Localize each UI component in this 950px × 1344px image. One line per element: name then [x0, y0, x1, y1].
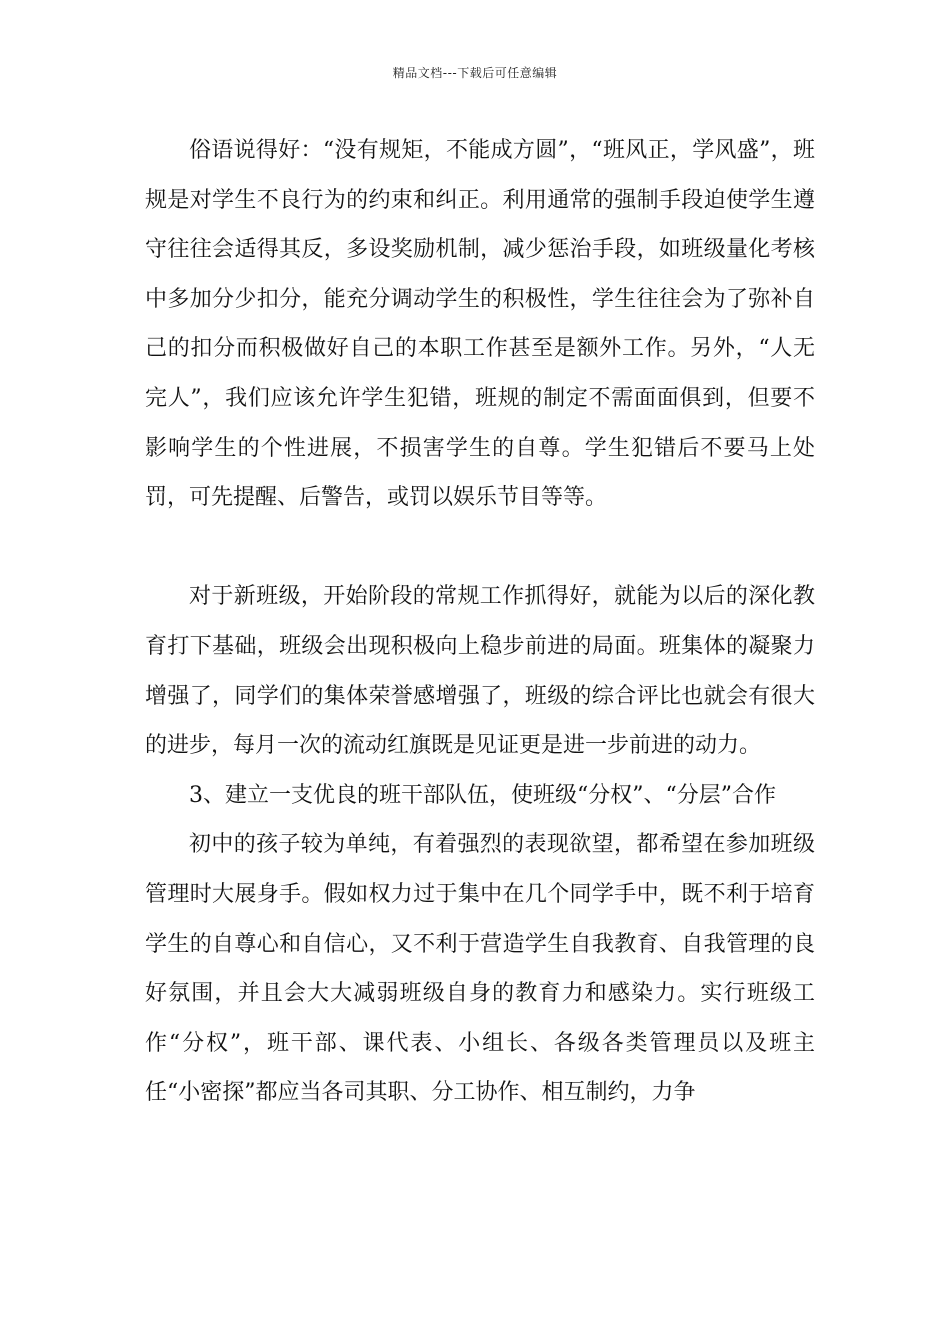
section-heading-class-cadres: 3、建立一支优良的班干部队伍，使班级“分权”、“分层”合作	[189, 782, 776, 808]
paragraph-class-rules: 俗语说得好：“没有规矩，不能成方圆”，“班风正，学风盛”，班规是对学生不良行为的约束和纠正。利用通常的强制手段迫使学生遵守往往会适得其反，多设奖励机制，减少惩治手段，如班级量化考核中多加分少扣分，能充分调动学生的积极性，学生往往会为了弥补自己的扣分而积极做好自己的本职工作甚至是额外工作。另外，“人无完人”，我们应该允许学生犯错，班规的制定不需面面俱到，但要不影响学生的个性进展，不损害学生的自尊。学生犯错后不要马上处罚，可先提醒、后警告，或罚以娱乐节目等等。	[145, 138, 815, 511]
paragraph-class-cadres: 初中的孩子较为单纯，有着强烈的表现欲望，都希望在参加班级管理时大展身手。假如权力过于集中在几个同学手中，既不利于培育学生的自尊心和自信心，又不利于营造学生自我教育、自我管理的良好氛围，并且会大大减弱班级自身的教育力和感染力。实行班级工作“分权”，班干部、课代表、小组长、各级各类管理员以及班主任“小密探”都应当各司其职、分工协作、相互制约，力争	[145, 832, 815, 1106]
page-header: 精品文档---下载后可任意编辑	[392, 66, 558, 80]
document-body	[145, 126, 815, 1118]
paragraph-new-class: 对于新班级，开始阶段的常规工作抓得好，就能为以后的深化教育打下基础，班级会出现积极向上稳步前进的局面。班集体的凝聚力增强了，同学们的集体荣誉感增强了，班级的综合评比也就会有很大的进步，每月一次的流动红旗既是见证更是进一步前进的动力。	[145, 584, 815, 759]
